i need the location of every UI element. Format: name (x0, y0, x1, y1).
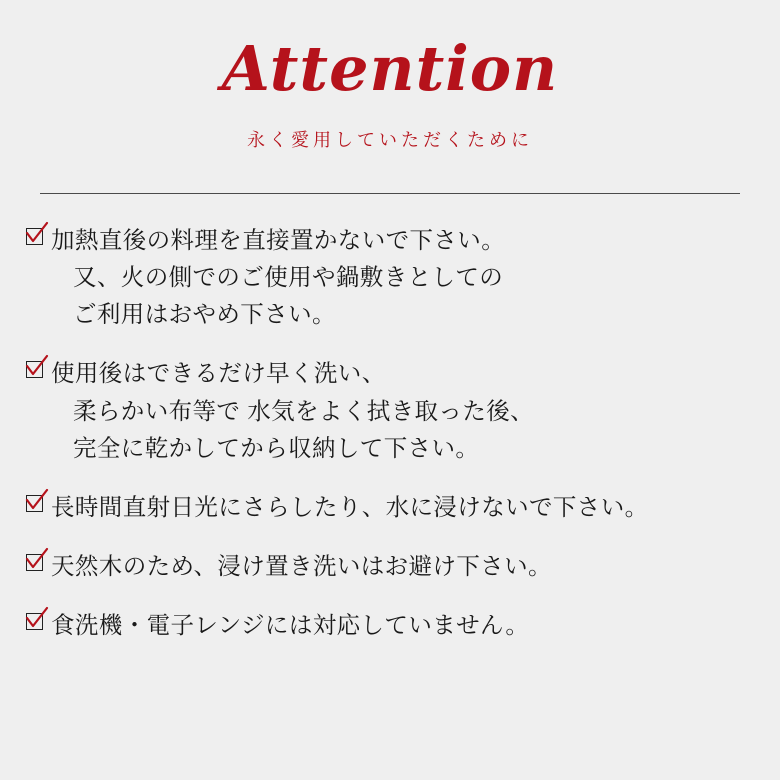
notice-line: 天然木のため、浸け置き洗いはお避け下さい。 (51, 552, 552, 579)
page-subtitle: 永く愛用していただくために (247, 130, 533, 150)
notice-text (51, 222, 780, 333)
list-item (26, 222, 780, 333)
checkbox-checked-icon (26, 361, 43, 378)
notice-line: 使用後はできるだけ早く洗い、 (51, 360, 386, 387)
checkbox-checked-icon (26, 228, 43, 245)
notice-line: 完全に乾かしてから収納して下さい。 (73, 434, 480, 461)
horizontal-divider (40, 193, 740, 194)
checkbox-checked-icon (26, 613, 43, 630)
list-item (26, 548, 780, 585)
notice-line: 又、火の側でのご使用や鍋敷きとしての (73, 264, 504, 291)
notice-line: 柔らかい布等で 水気をよく拭き取った後、 (73, 397, 535, 424)
notice-text (51, 607, 780, 644)
notice-line: 長時間直射日光にさらしたり、水に浸けないで下さい。 (51, 493, 649, 520)
list-item (26, 489, 780, 526)
list-item (26, 607, 780, 644)
notice-line: 食洗機・電子レンジには対応していません。 (51, 612, 530, 638)
page-title: Attention (221, 32, 559, 105)
notice-line: 加熱直後の料理を直接置かないで下さい。 (51, 227, 506, 253)
checkbox-checked-icon (26, 554, 43, 571)
notice-text (51, 548, 780, 585)
notice-list (0, 222, 780, 644)
notice-text (51, 489, 780, 526)
checkbox-checked-icon (26, 495, 43, 512)
list-item (26, 355, 780, 466)
notice-line: ご利用はおやめ下さい。 (73, 301, 336, 328)
notice-text (51, 355, 780, 466)
